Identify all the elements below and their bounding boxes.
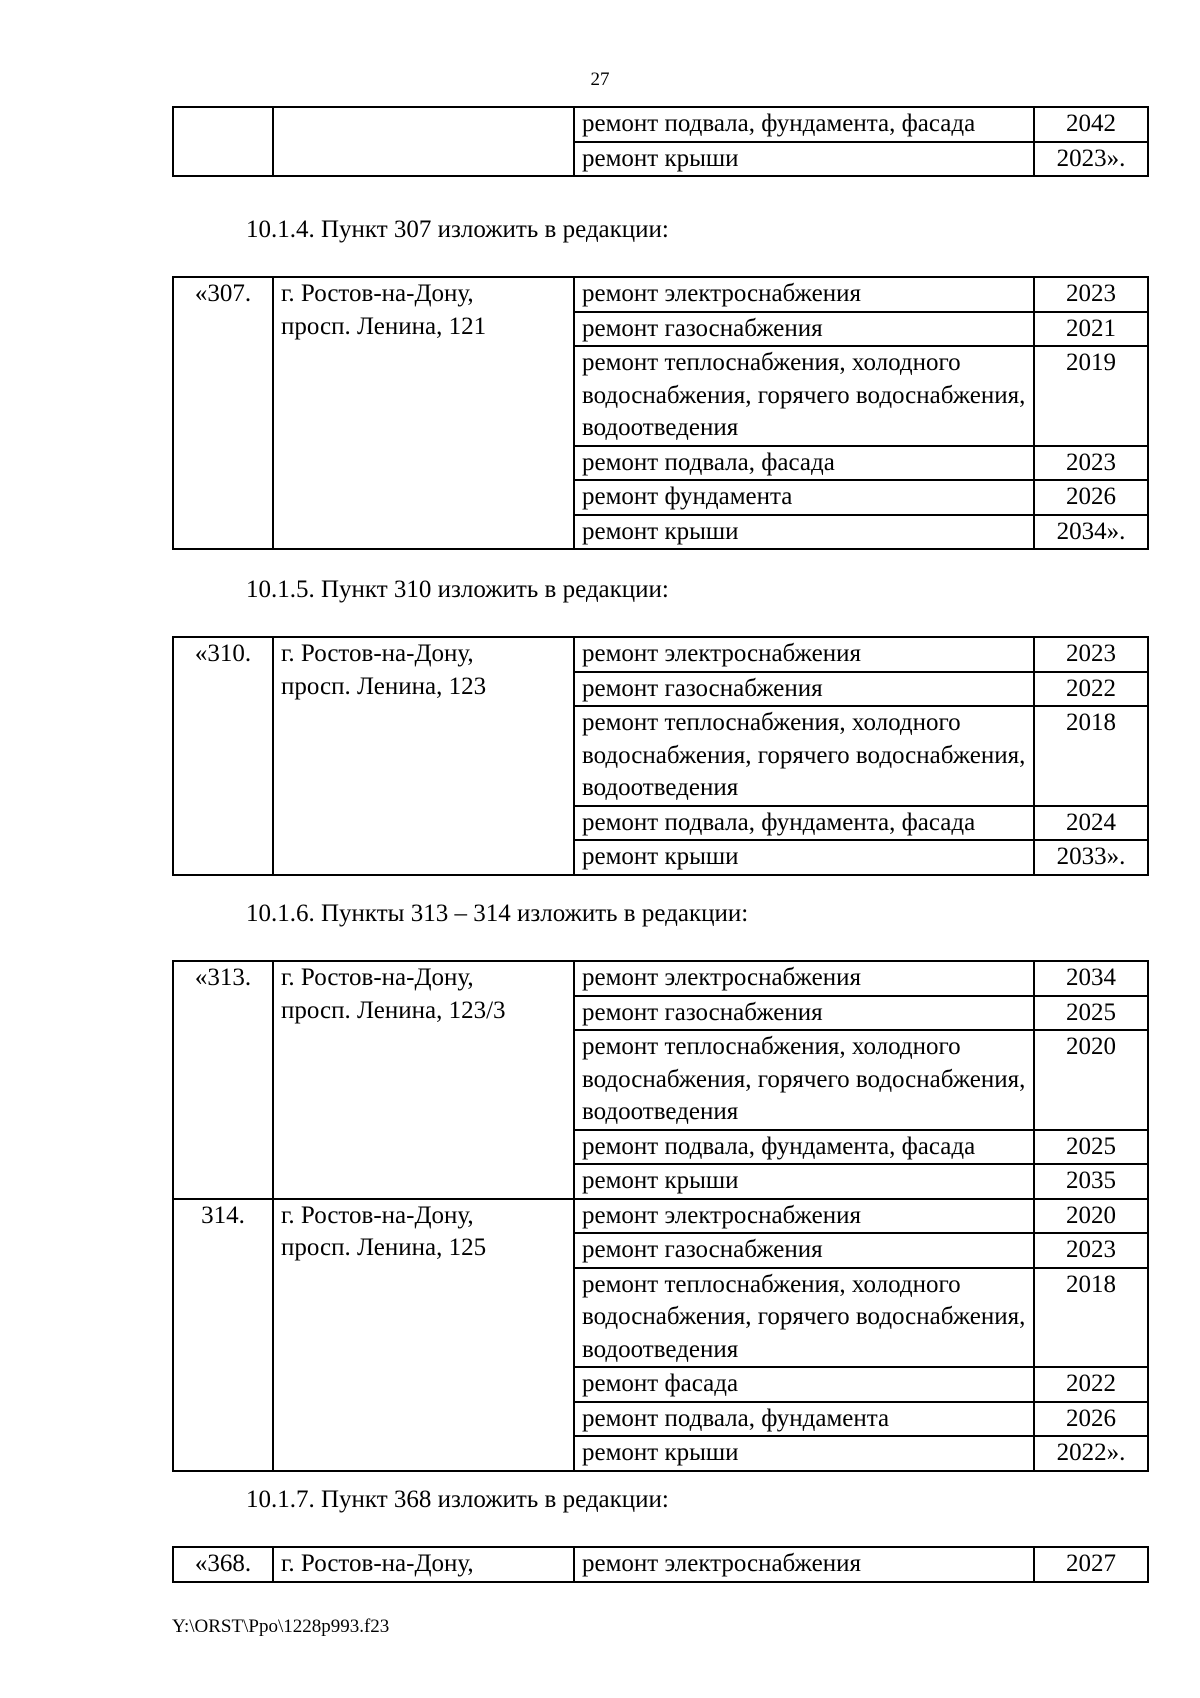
page-number: 27 (590, 69, 610, 90)
table-row (173, 1547, 1148, 1582)
address-cell (273, 277, 574, 549)
instruction-item-368: 10.1.7. Пункт 368 изложить в редакции: (246, 1486, 669, 1513)
year-cell: 2022 (1034, 672, 1148, 707)
address-cell (273, 1547, 574, 1582)
work-type-cell: ремонт подвала, фундамента, фасада (574, 806, 1034, 841)
file-path-footer: Y:\ORST\Ppo\1228p993.f23 (172, 1616, 390, 1637)
year-cell: 2026 (1034, 1402, 1148, 1437)
year-cell: 2025 (1034, 996, 1148, 1031)
work-type-cell: ремонт фундамента (574, 480, 1034, 515)
year-cell: 2023 (1034, 446, 1148, 481)
work-type-cell: ремонт крыши (574, 515, 1034, 550)
work-type-cell: ремонт теплоснабжения, холодного водоснабжения, горячего водоснабжения, водоотведения (574, 706, 1034, 806)
work-type-cell: ремонт электроснабжения (574, 1547, 1034, 1582)
repair-schedule-table-368 (172, 1546, 1149, 1583)
address-line: просп. Ленина, 123 (281, 672, 487, 700)
year-cell: 2018 (1034, 706, 1148, 806)
work-type-cell: ремонт теплоснабжения, холодного водоснабжения, горячего водоснабжения, водоотведения (574, 1030, 1034, 1130)
year-cell: 2022». (1034, 1436, 1148, 1471)
work-type-cell: ремонт подвала, фундамента, фасада (574, 1130, 1034, 1165)
year-cell: 2023 (1034, 637, 1148, 672)
year-cell: 2042 (1034, 107, 1148, 142)
address-cell (273, 961, 574, 1199)
work-type-cell: ремонт подвала, фундамента (574, 1402, 1034, 1437)
work-type-cell: ремонт теплоснабжения, холодного водоснабжения, горячего водоснабжения, водоотведения (574, 346, 1034, 446)
work-type-cell: ремонт фасада (574, 1367, 1034, 1402)
year-cell: 2019 (1034, 346, 1148, 446)
item-number-cell: 314. (173, 1199, 273, 1471)
work-type-cell: ремонт крыши (574, 142, 1034, 177)
address-line: г. Ростов-на-Дону, (281, 640, 474, 667)
repair-schedule-table-313-314 (172, 960, 1149, 1472)
year-cell: 2035 (1034, 1164, 1148, 1199)
item-number-cell: «313. (173, 961, 273, 1199)
year-cell: 2020 (1034, 1030, 1148, 1130)
work-type-cell: ремонт теплоснабжения, холодного водоснабжения, горячего водоснабжения, водоотведения (574, 1268, 1034, 1368)
year-cell: 2033». (1034, 840, 1148, 875)
work-type-cell: ремонт электроснабжения (574, 1199, 1034, 1234)
year-cell: 2023». (1034, 142, 1148, 177)
work-type-cell: ремонт газоснабжения (574, 312, 1034, 347)
address-line: просп. Ленина, 123/3 (281, 996, 506, 1024)
table-row (173, 637, 1148, 672)
table-row (173, 1199, 1148, 1234)
item-number-cell: «310. (173, 637, 273, 875)
work-type-cell: ремонт крыши (574, 1436, 1034, 1471)
year-cell: 2024 (1034, 806, 1148, 841)
work-type-cell: ремонт газоснабжения (574, 672, 1034, 707)
work-type-cell: ремонт электроснабжения (574, 637, 1034, 672)
address-cell (273, 1199, 574, 1471)
work-type-cell: ремонт подвала, фасада (574, 446, 1034, 481)
address-line: просп. Ленина, 121 (281, 312, 487, 340)
item-number-cell: «307. (173, 277, 273, 549)
item-number-cell (173, 107, 273, 176)
work-type-cell: ремонт крыши (574, 840, 1034, 875)
repair-schedule-table-continued (172, 106, 1149, 177)
address-line: г. Ростов-на-Дону, (281, 280, 474, 307)
year-cell: 2023 (1034, 277, 1148, 312)
work-type-cell: ремонт электроснабжения (574, 961, 1034, 996)
year-cell: 2034 (1034, 961, 1148, 996)
table-row (173, 277, 1148, 312)
work-type-cell: ремонт газоснабжения (574, 996, 1034, 1031)
repair-schedule-table-310 (172, 636, 1149, 876)
instruction-items-313-314: 10.1.6. Пункты 313 – 314 изложить в редакции: (246, 900, 749, 927)
work-type-cell: ремонт газоснабжения (574, 1233, 1034, 1268)
work-type-cell: ремонт подвала, фундамента, фасада (574, 107, 1034, 142)
year-cell: 2018 (1034, 1268, 1148, 1368)
address-cell (273, 637, 574, 875)
year-cell: 2023 (1034, 1233, 1148, 1268)
table-row (173, 961, 1148, 996)
year-cell: 2025 (1034, 1130, 1148, 1165)
work-type-cell: ремонт крыши (574, 1164, 1034, 1199)
instruction-item-307: 10.1.4. Пункт 307 изложить в редакции: (246, 216, 669, 243)
table-row (173, 107, 1148, 142)
year-cell: 2026 (1034, 480, 1148, 515)
address-line: г. Ростов-на-Дону, (281, 1550, 474, 1577)
instruction-item-310: 10.1.5. Пункт 310 изложить в редакции: (246, 576, 669, 603)
address-line: г. Ростов-на-Дону, (281, 1201, 474, 1229)
address-line: просп. Ленина, 125 (281, 1234, 487, 1261)
year-cell: 2034». (1034, 515, 1148, 550)
year-cell: 2021 (1034, 312, 1148, 347)
repair-schedule-table-307 (172, 276, 1149, 550)
work-type-cell: ремонт электроснабжения (574, 277, 1034, 312)
item-number-cell: «368. (173, 1547, 273, 1582)
address-cell (273, 107, 574, 176)
year-cell: 2027 (1034, 1547, 1148, 1582)
year-cell: 2020 (1034, 1199, 1148, 1234)
year-cell: 2022 (1034, 1367, 1148, 1402)
address-line: г. Ростов-на-Дону, (281, 964, 474, 991)
